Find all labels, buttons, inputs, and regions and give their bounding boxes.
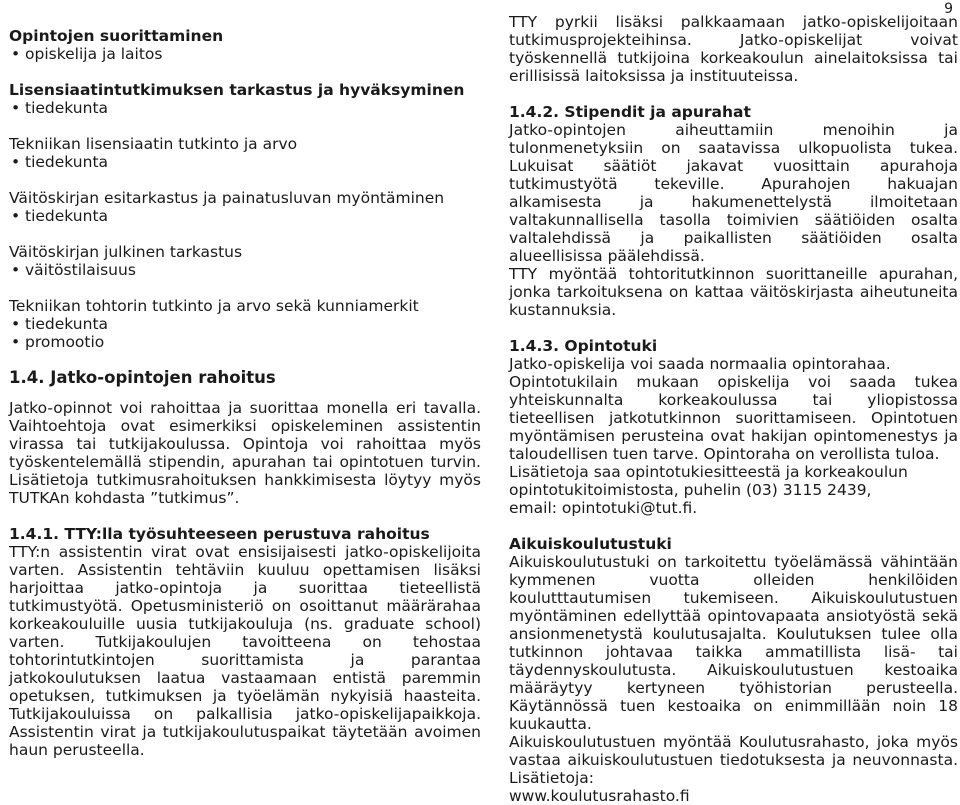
body-paragraph: Lisätietoja saa opintotukiesitteestä ja korkeakoulun opintotukitoimistosta, puhelin (03) 3115 2439, <box>509 463 908 499</box>
process-item-bullet: • tiedekunta <box>9 99 481 117</box>
process-item-bullet: • opiskelija ja laitos <box>9 45 481 63</box>
body-paragraph: Jatko-opiskelija voi saada normaalia opintorahaa. <box>509 355 891 373</box>
body-paragraph: Opintotukilain mukaan opiskelija voi saada tukea yhteiskunnalta korkeakoulussa tai yliopistossa tieteellisen jatkotutkinnon suorittamiseen. Opintotuen myöntämisen perusteina ovat hakijan opintomenestys ja taloudellisen tuen tarve. Opintoraha on verollista tuloa. <box>509 373 958 463</box>
section-heading: 1.4.1. TTY:lla työsuhteeseen perustuva rahoitus <box>9 525 430 543</box>
left-column <box>9 27 481 759</box>
process-item <box>9 189 481 225</box>
body-paragraph: Aikuiskoulutustuki on tarkoitettu työelämässä vähintään kymmenen vuotta olleiden henkilöiden koulutttautumisen tukemiseen. Aikuiskoulutustuen myöntäminen edellyttää opintovapaata ansiotyöstä sekä ansionmenetystä koulutusajalta. Koulutuksen tulee olla tutkinnon johtavaa taikka ammatillista lisä- tai täydennyskoulutusta. Aikuiskoulutustuen kestoaika määräytyy kertyneen työhistorian perusteella. Käytännössä tuen kestoaika on enimmillään noin 18 kuukautta. <box>509 553 958 733</box>
process-item-bullet: • tiedekunta <box>9 153 481 171</box>
body-paragraph: TTY:n assistentin virat ovat ensisijaisesti jatko-opiskelijoita varten. Assistentin tehtäviin kuuluu opettamisen lisäksi harjoittaa jatko-opintoja ja suorittaa tieteellistä tutkimustyötä. Opetusministeriö on osoittanut määrärahaa korkeakouluille uusia tutkijakouluja (ns. graduate school) varten. Tutkijakoulujen tavoitteena on tehostaa tohtorintutkintojen suorittamista ja parantaa jatkokoulutuksen laatua vastaamaan entistä paremmin opetuksen, tutkimuksen ja työelämän nykyisiä haasteita. Tutkijakouluissa on palkallisia jatko-opiskelijapaikkoja. Assistentin virat ja tutkijakoulutuspaikat täytetään avoimen haun perusteella. <box>9 543 481 759</box>
process-item-title: Lisensiaatintutkimuksen tarkastus ja hyväksyminen <box>9 81 465 99</box>
section-heading: 1.4. Jatko-opintojen rahoitus <box>9 368 276 387</box>
process-item-bullet: • väitöstilaisuus <box>9 261 481 279</box>
website-link[interactable]: www.koulutusrahasto.fi <box>509 787 690 805</box>
body-paragraph: Jatko-opinnot voi rahoittaa ja suorittaa monella eri tavalla. Vaihtoehtoja ovat esimerkiksi opiskeleminen assistentin virassa tai tutkijakoulussa. Opintoja voi rahoittaa myös työskentelemällä stipendin, apurahan tai opintotuen turvin. Lisätietoja tutkimusrahoituksen hankkimisesta löytyy myös TUTKAn kohdasta ”tutkimus”. <box>9 399 481 507</box>
process-item <box>9 81 481 117</box>
process-item <box>9 297 481 351</box>
body-paragraph: TTY pyrkii lisäksi palkkaamaan jatko-opiskelijoitaan tutkimusprojekteihinsa. Jatko-opiskelijat voivat työskennellä tutkijoina korkeakoulun ainelaitoksissa tai erillisissä laitoksissa ja instituuteissa. <box>509 13 958 85</box>
body-paragraph: TTY myöntää tohtoritutkinnon suorittaneille apurahan, jonka tarkoituksena on kattaa väitöskirjasta aiheutuneita kustannuksia. <box>509 265 958 319</box>
body-paragraph: Aikuiskoulutustuen myöntää Koulutusrahasto, joka myös vastaa aikuiskoulutustuen tiedotuksesta ja neuvonnasta. Lisätietoja: <box>509 733 958 787</box>
process-item-title: Tekniikan lisensiaatin tutkinto ja arvo <box>9 135 298 153</box>
process-item <box>9 27 481 63</box>
process-item-bullet: • tiedekunta <box>9 207 481 225</box>
process-item-bullet: • tiedekunta <box>9 315 481 333</box>
email-address: email: opintotuki@tut.fi. <box>509 499 698 517</box>
process-item-title: Väitöskirjan esitarkastus ja painatusluvan myöntäminen <box>9 189 445 207</box>
process-item-title: Väitöskirjan julkinen tarkastus <box>9 243 243 261</box>
section-heading: 1.4.2. Stipendit ja apurahat <box>509 103 751 121</box>
page-number: 9 <box>944 1 953 17</box>
process-item-bullet: • promootio <box>9 333 481 351</box>
process-item-title: Tekniikan tohtorin tutkinto ja arvo sekä kunniamerkit <box>9 297 419 315</box>
body-paragraph: Jatko-opintojen aiheuttamiin menoihin ja tulonmenetyksiin on saatavissa ulkopuolista tukea. Lukuisat säätiöt jakavat vuosittain apurahoja tutkimustyötä tekeville. Apurahojen hakuajan alkamisesta ja hakumenettelystä ilmoitetaan valtakunnallisella tasolla toimivien säätiöiden osalta valtalehdissä ja paikallisten säätiöiden osalta alueellisissa päälehdissä. <box>509 121 958 265</box>
right-column <box>509 13 958 805</box>
process-item-title: Opintojen suorittaminen <box>9 27 224 45</box>
section-heading: Aikuiskoulutustuki <box>509 535 672 553</box>
process-item <box>9 243 481 279</box>
process-item <box>9 135 481 171</box>
section-heading: 1.4.3. Opintotuki <box>509 337 658 355</box>
